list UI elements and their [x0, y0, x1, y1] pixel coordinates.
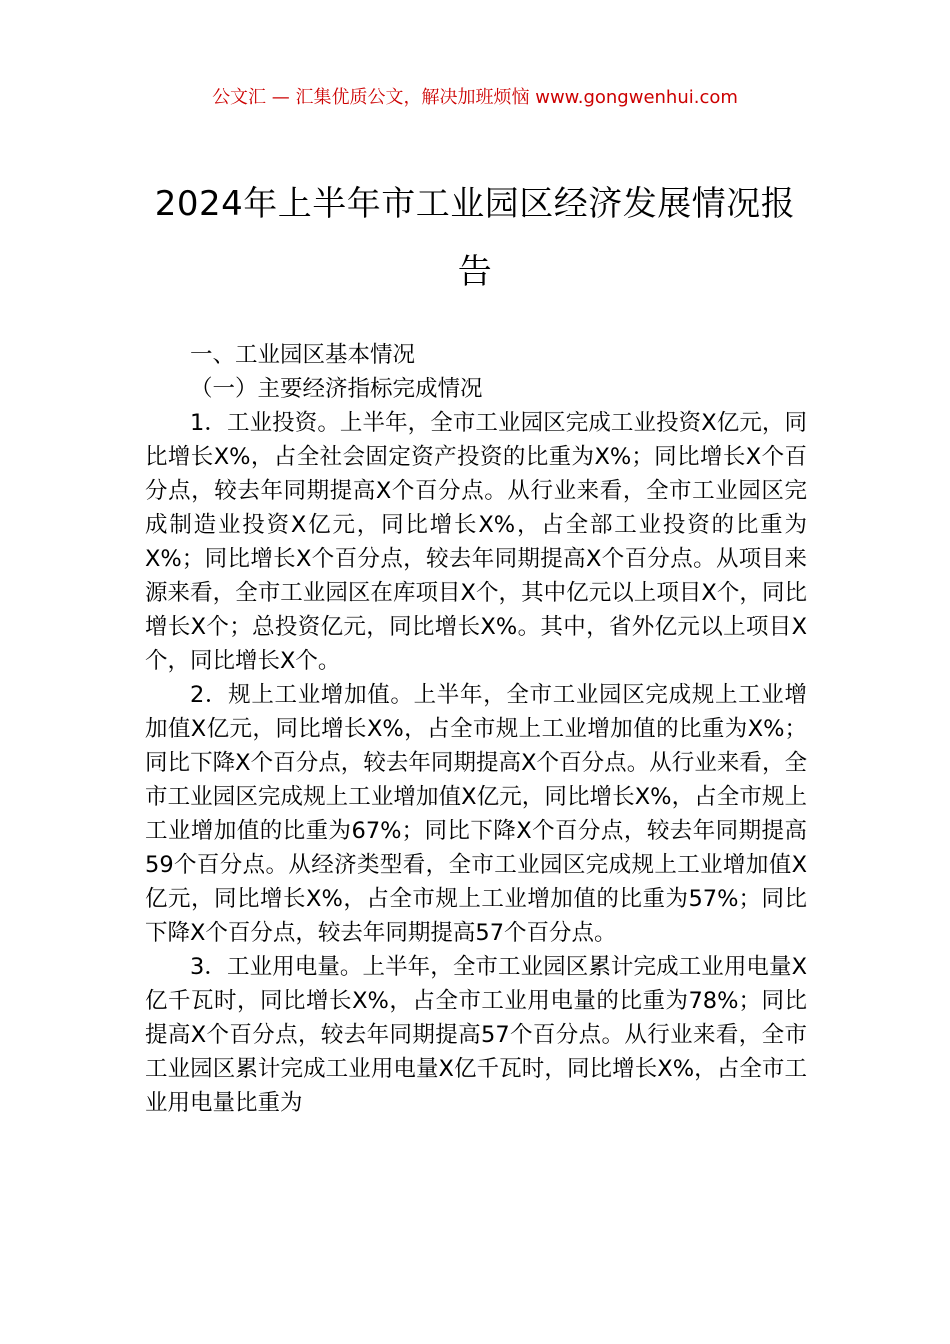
paragraph-industrial-value-added: 2．规上工业增加值。上半年，全市工业园区完成规上工业增加值X亿元，同比增长X%，占全市规上工业增加值的比重为X%；同比下降X个百分点，较去年同期提高X个百分点。从行业来看，全市工业园区完成规上工业增加值X亿元，同比增长X%，占全市规上工业增加值的比重为67%；同比下降X个百分点，较去年同期提高59个百分点。从经济类型看，全市工业园区完成规上工业增加值X亿元，同比增长X%，占全市规上工业增加值的比重为57%；同比下降X个百分点，较去年同期提高57个百分点。	[145, 682, 807, 946]
document-body	[145, 338, 807, 1120]
paragraph-industrial-electricity: 3．工业用电量。上半年，全市工业园区累计完成工业用电量X亿千瓦时，同比增长X%，占全市工业用电量的比重为78%；同比提高X个百分点，较去年同期提高57个百分点。从行业来看，全市工业园区累计完成工业用电量X亿千瓦时，同比增长X%，占全市工业用电量比重为	[145, 954, 807, 1116]
paragraph-industrial-investment: 1．工业投资。上半年，全市工业园区完成工业投资X亿元，同比增长X%，占全社会固定资产投资的比重为X%；同比增长X个百分点，较去年同期提高X个百分点。从行业来看，全市工业园区完成制造业投资X亿元，同比增长X%，占全部工业投资的比重为X%；同比增长X个百分点，较去年同期提高X个百分点。从项目来源来看，全市工业园区在库项目X个，其中亿元以上项目X个，同比增长X个；总投资亿元，同比增长X%。其中，省外亿元以上项目X个，同比增长X个。	[145, 410, 807, 674]
section-heading: 一、工业园区基本情况	[190, 342, 416, 368]
subsection-heading: （一）主要经济指标完成情况	[190, 376, 483, 402]
document-title: 2024年上半年市工业园区经济发展情况报告	[154, 184, 796, 292]
header-banner[interactable]: 公文汇 — 汇集优质公文，解决加班烦恼 www.gongwenhui.com	[212, 87, 738, 108]
